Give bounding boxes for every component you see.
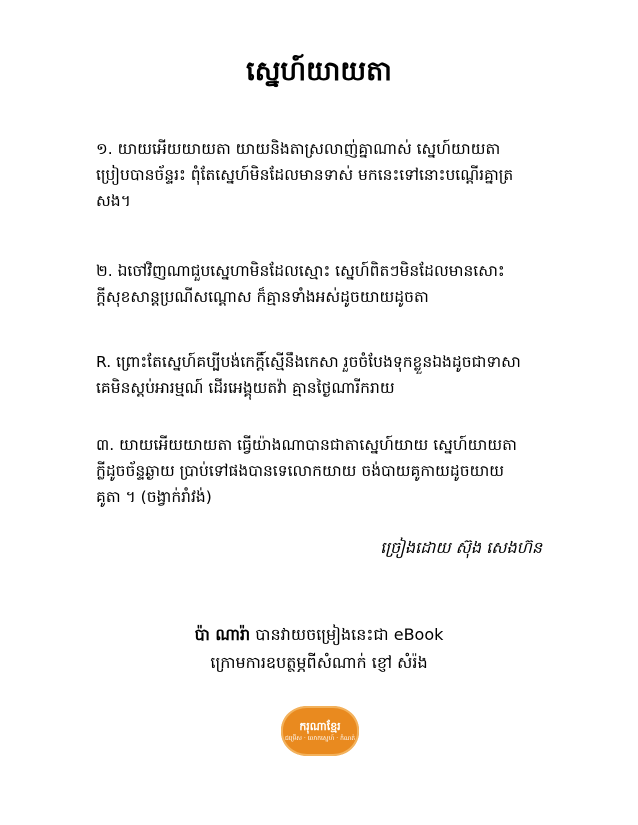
stanza-line: ក្លីដូចច័ន្ទឆ្ងាយ ប្រាប់ទៅផងបានទេលោកយាយ ចង់បាយគូកាយដូចយាយ (96, 462, 505, 480)
singer-credit: ច្រៀងដោយ ស៊ុង សេងហ៊ន (380, 538, 542, 557)
publisher-line-2: ក្រោមការឧបត្ថម្ភពីសំណាក់ ខ្ញៅ សំរ៉ង (210, 653, 428, 672)
stanza-line: ក្តីសុខសាន្តប្រណីសណ្តោស ក៏គ្មានទាំងអស់ដូចយាយដូចតា (96, 288, 429, 306)
stanza-line: ៣. យាយអើយយាយតា ធ្វើយ៉ាងណាបានជាតាស្នេហ៍យាយ ស្នេហ៍យាយតា (96, 436, 517, 454)
stanza-2 (96, 258, 550, 310)
page-title: ស្នេហ៍យាយតា (246, 56, 392, 87)
stanza-line: សង។ (96, 192, 131, 210)
publisher-note (0, 621, 638, 677)
stanza-line: គេមិនស្តប់អារម្មណ៍ ដើរអេង្គុយតវ៉ា គ្មានថ្ងៃណារីករាយ (96, 379, 395, 397)
karuna-khmer-logo (281, 706, 359, 756)
refrain (96, 349, 550, 401)
stanza-line: គូតា ។ (ចង្វាក់រាំវង់) (96, 488, 212, 506)
stanza-line: ១. យាយអើយយាយតា យាយនិងតាស្រលាញ់គ្នាណាស់ ស្នេហ៍យាយតា (96, 140, 501, 158)
logo-subtitle: ជម្រើស · លោកស្នេហ៍ · កំណត់ (284, 734, 356, 742)
logo-title: ករុណាខ្មែរ (299, 719, 341, 733)
stanza-line: ប្រៀបបានច័ន្ទរះ ពុំតែស្នេហ៍មិនដែលមានទាស់ មកនេះទៅនោះបណ្តើរគ្នាត្រ (96, 166, 514, 184)
publisher-line-1 (0, 621, 638, 649)
stanza-1 (96, 136, 550, 214)
publisher-line-1-text: បានវាយចម្រៀងនេះជា eBook (255, 625, 444, 644)
stanza-3 (96, 432, 550, 510)
stanza-line: R. ព្រោះតែស្នេហ៍គប្បីបង់កេក្តិ៍ស្មើនឹងកេសា រួចចំបែងទុកខ្លួនឯងដូចជាទាសា (96, 353, 521, 371)
publisher-name: ប៉ា ណារ៉ា (194, 625, 251, 644)
stanza-line: ២. ឯចៅវិញណាជួបស្នេហាមិនដែលស្មោះ ស្នេហ៍ពិតៗមិនដែលមានសោះ (96, 262, 505, 280)
